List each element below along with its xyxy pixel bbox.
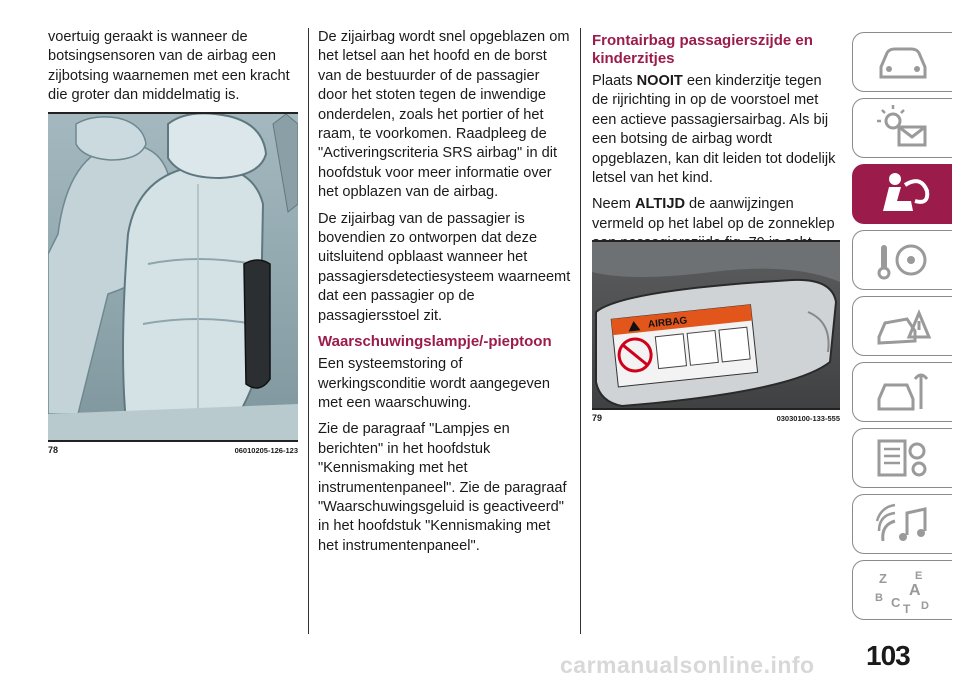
tab-technical-data[interactable] [852, 428, 952, 488]
column-divider-1 [308, 28, 309, 634]
intro-paragraph: voertuig geraakt is wanneer de botsingsensoren van de airbag een zijbotsing waarnemen met een kracht die groter dan middelmatig is. [48, 29, 290, 104]
page-number: 103 [866, 640, 910, 671]
section-heading-child-seats: Frontairbag passagierszijde en kinderzitjes [592, 32, 813, 67]
paragraph-side-airbag: De zijairbag wordt snel opgeblazen om het letsel aan het hoofd en de borst van de bestuurder of de passagier door het stoten tegen de inwendige onderdelen, zoals het portier of het raam, te voorkomen. Raadpleeg de "Activeringscriteria SRS airbag" in dit hoofdstuk voor meer informatie over het opblazen van de airbag. [318, 29, 570, 201]
svg-text:A: A [908, 582, 921, 599]
column-left [48, 28, 300, 113]
column-divider-2 [580, 28, 581, 634]
tab-warning-lights[interactable] [852, 98, 952, 158]
tab-airbag-safety[interactable] [852, 164, 952, 224]
figure-number: 79 [592, 413, 603, 423]
svg-text:T: T [902, 602, 910, 613]
tab-index[interactable] [852, 560, 952, 620]
tab-emergency[interactable] [852, 296, 952, 356]
svg-text:B: B [874, 592, 883, 604]
figure-caption [48, 442, 298, 455]
sun-visor-illustration [592, 242, 840, 408]
tab-multimedia[interactable] [852, 494, 952, 554]
emphasis-always: ALTIJD [634, 196, 685, 213]
figure-code: 06010205-126-123 [234, 446, 298, 455]
seat-side-airbag-image [48, 114, 298, 440]
column-middle [318, 28, 572, 563]
paragraph-see-section: Zie de paragraaf "Lampjes en berichten" in het hoofdstuk "Kennismaking met het instrumentenpaneel". Zie de paragraaf "Waarschuwingsgeluid is geactiveerd" in het hoofdstuk "Kennismaking met het instrumentenpaneel". [318, 421, 567, 554]
tab-car-front[interactable] [852, 32, 952, 92]
multimedia-icon [871, 501, 935, 547]
svg-text:C: C [890, 595, 900, 610]
figure-79 [592, 240, 840, 423]
paragraph-passenger-detection: De zijairbag van de passagier is bovendien zo ontworpen dat deze uitsluitend opblaast wanneer het passagiersdetectiesysteem waarneemt dat een passagier op de passagiersstoel zit. [318, 210, 571, 324]
chapter-tabs [852, 32, 960, 626]
paragraph-never: Plaats NOOIT een kinderzitje tegen de rijrichting in op de voorstoel met een actieve passagiersairbag. Als bij een botsing de airbag wordt opgeblazen, kan dit leiden tot dodelijk letsel van het kind. [592, 73, 836, 187]
watermark: carmanualsonline.info [560, 652, 815, 678]
svg-text:E: E [914, 570, 922, 582]
sun-visor-label-image [592, 242, 840, 408]
tab-maintenance[interactable] [852, 362, 952, 422]
tab-starting-driving[interactable] [852, 230, 952, 290]
paragraph-always: Neem ALTIJD de aanwijzingen vermeld op het label op de zonneklep [592, 196, 835, 232]
alphabet-index-icon [871, 567, 935, 613]
label-airbag-text: AIRBAG [647, 315, 688, 331]
svg-text:Z: Z [878, 571, 887, 586]
car-service-icon [871, 369, 935, 415]
warning-lights-icon [871, 105, 935, 151]
figure-number: 78 [48, 445, 59, 455]
column-right [592, 28, 840, 261]
airbag-seat-icon [871, 171, 935, 217]
spec-gears-icon [871, 435, 935, 481]
paragraph-system-fault: Een systeemstoring of werkingsconditie wordt aangegeven met een waarschuwing. [318, 356, 551, 411]
key-steering-icon [871, 237, 935, 283]
accident-car-icon [871, 303, 935, 349]
figure-78 [48, 112, 298, 455]
car-front-icon [871, 39, 935, 85]
section-heading-warning: Waarschuwingslampje/-pieptoon [318, 333, 552, 351]
figure-caption [592, 410, 840, 423]
seat-illustration [48, 114, 298, 440]
svg-text:D: D [920, 600, 929, 612]
figure-code: 03030100-133-555 [776, 414, 840, 423]
emphasis-never: NOOIT [636, 73, 683, 89]
